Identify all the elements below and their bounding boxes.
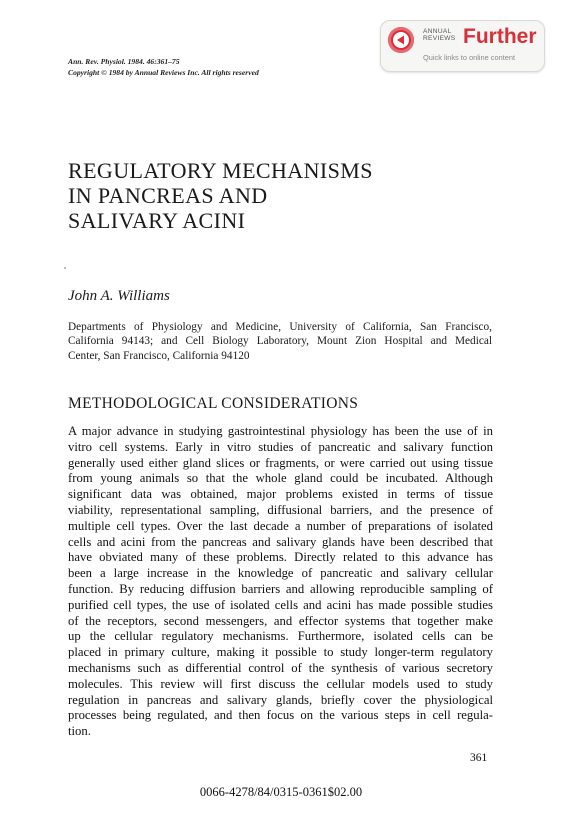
- affiliation-line: Departments of Physiology and Medicine, University of California, San Francisco,: [68, 321, 492, 333]
- annual-label: ANNUAL: [423, 28, 452, 35]
- body-line: significant data was obtained, major problems existed in terms of tissue: [68, 487, 493, 502]
- body-line: placed in primary culture, making it possible to study longer-term regulatory: [68, 645, 493, 660]
- scan-speck: [64, 267, 66, 269]
- body-line: multiple cell types. Over the last decade a number of preparations of isolated: [68, 518, 493, 533]
- body-line: processes being regulated, and then focus on the various steps in cell regula-: [68, 708, 493, 723]
- body-line: have obviated many of these problems. Directly related to this advance has: [68, 550, 493, 565]
- journal-citation: [68, 56, 259, 78]
- page-number: 361: [470, 752, 488, 764]
- body-line: vitro cell systems. Early in vitro studies of pancreatic and salivary function: [68, 439, 493, 454]
- author-affiliation: [68, 320, 492, 363]
- reviews-label: REVIEWS: [423, 35, 456, 42]
- title-line: SALIVARY ACINI: [68, 208, 246, 233]
- body-line: viability, representational sampling, diffusional barriers, and the presence of: [68, 502, 493, 517]
- copyright-line: Copyright © 1984 by Annual Reviews Inc. All rights reserved: [68, 68, 259, 77]
- citation-line: Ann. Rev. Physiol. 1984. 46:361–75: [68, 57, 180, 66]
- author-name: John A. Williams: [68, 288, 170, 304]
- body-line: tion.: [68, 724, 91, 739]
- section-heading: METHODOLOGICAL CONSIDERATIONS: [68, 395, 359, 412]
- body-line: of the receptors, second messengers, and effector systems that together make: [68, 613, 493, 628]
- affiliation-line: Center, San Francisco, California 94120: [68, 349, 250, 362]
- body-paragraph: [68, 424, 493, 740]
- play-arrow-icon: [388, 27, 414, 53]
- further-label: Further: [463, 25, 537, 48]
- body-line: from young animals so that the whole gland could be incubated. Although: [68, 471, 493, 486]
- title-line: IN PANCREAS AND: [68, 183, 268, 208]
- article-title: [68, 158, 373, 233]
- body-line: up the cellular regulatory mechanisms. Furthermore, isolated cells can be: [68, 629, 493, 644]
- annual-reviews-wordmark: [423, 28, 456, 42]
- body-line: molecules. This review will first discuss the cellular models used to study: [68, 676, 493, 691]
- further-links-badge[interactable]: [380, 20, 545, 72]
- body-line: generally used either gland slices or fragments, or were carried out using tissue: [68, 455, 493, 470]
- body-line: mechanisms such as differential control of the synthesis of various secretory: [68, 660, 493, 675]
- body-line: A major advance in studying gastrointestinal physiology has been the use of in: [68, 424, 493, 438]
- affiliation-line: California 94143; and Cell Biology Laboratory, Mount Zion Hospital and Medical: [68, 335, 492, 348]
- body-line: purified cell types, the use of isolated cells and acini has made possible studies: [68, 597, 493, 612]
- article-code: 0066-4278/84/0315-0361$02.00: [199, 785, 363, 799]
- title-line: REGULATORY MECHANISMS: [68, 158, 373, 183]
- body-line: cells and acini from the pancreas and salivary glands have been described that: [68, 534, 493, 549]
- body-line: function. By reducing diffusion barriers and allowing reproducible sampling of: [68, 581, 493, 596]
- body-line: regulation in pancreas and salivary glands, briefly cover the physiological: [68, 692, 493, 707]
- body-line: been a large increase in the knowledge of pancreatic and salivary cellular: [68, 566, 493, 581]
- further-subtitle: Quick links to online content: [423, 53, 516, 62]
